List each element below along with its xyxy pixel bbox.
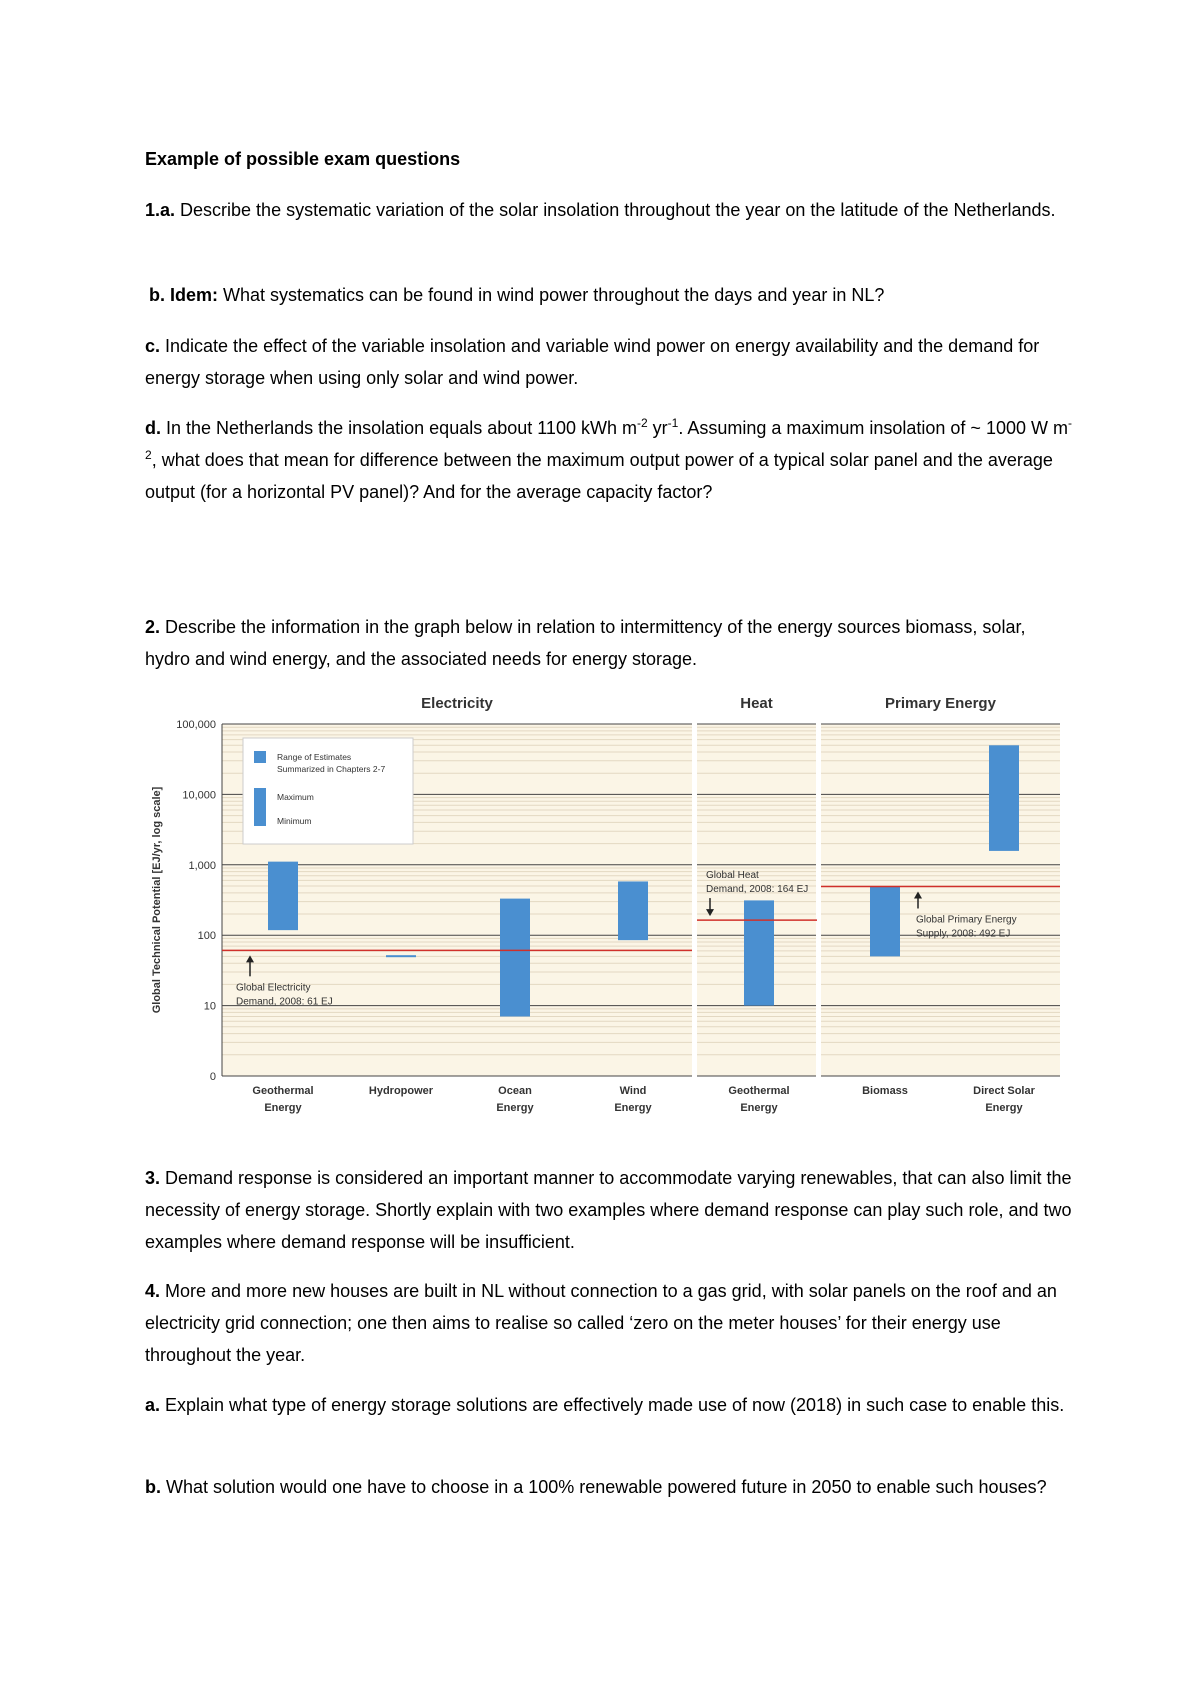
question-4a-text: Explain what type of energy storage solutions are effectively made use of now (2018) in such case to enable this. — [160, 1395, 1065, 1415]
document-title: Example of possible exam questions — [145, 149, 461, 169]
question-4a — [145, 1389, 1075, 1421]
demand-label: Global Primary Energy — [916, 914, 1017, 926]
question-1d-sup3: -2 — [145, 416, 1072, 462]
question-1c-text: Indicate the effect of the variable insolation and variable wind power on energy availability and the demand for energy storage when using only solar and wind power. — [145, 336, 1040, 388]
legend-maximum-label: Maximum — [277, 792, 314, 802]
category-label: Energy — [264, 1102, 302, 1114]
category-label: Biomass — [862, 1085, 908, 1097]
demand-label: Demand, 2008: 61 EJ — [236, 996, 333, 1008]
range-bar — [618, 881, 648, 940]
panel-background — [697, 724, 816, 1076]
panel-title: Heat — [740, 695, 773, 712]
technical-potential-chart — [140, 680, 1070, 1120]
question-1a — [145, 194, 1075, 226]
question-1b-text: What systematics can be found in wind power throughout the days and year in NL? — [218, 285, 885, 305]
question-4 — [145, 1275, 1075, 1371]
y-tick-label: 10,000 — [182, 789, 216, 802]
category-label: Energy — [740, 1102, 778, 1114]
question-1d-part4: , what does that mean for difference between the maximum output power of a typical solar panel and the average output (for a horizontal PV panel)? And for the average capacity factor? — [145, 450, 1053, 502]
demand-label: Global Electricity — [236, 982, 311, 994]
y-tick-label: 100 — [197, 930, 216, 943]
range-bar — [870, 886, 900, 956]
question-4b-text: What solution would one have to choose in a 100% renewable powered future in 2050 to enable such houses? — [161, 1477, 1047, 1497]
category-label: Energy — [496, 1102, 534, 1114]
question-1d-part1: In the Netherlands the insolation equals about 1100 kWh m — [161, 418, 637, 438]
question-4-label: 4. — [145, 1281, 161, 1301]
y-axis-label: Global Technical Potential [EJ/yr, log scale] — [151, 786, 163, 1014]
question-3-label: 3. — [145, 1168, 161, 1188]
question-1d-part2: yr — [647, 418, 668, 438]
question-1d-label: d. — [145, 418, 161, 438]
category-label: Direct Solar — [973, 1085, 1035, 1097]
question-1b-label: b. Idem: — [149, 285, 219, 305]
question-3-text: Demand response is considered an important manner to accommodate varying renewables, that can also limit the necessity of energy storage. Shortly explain with two examples where demand response can play such role, and two examples where demand response will be insufficient. — [145, 1168, 1072, 1252]
range-bar — [386, 955, 416, 957]
range-bar — [744, 900, 774, 1005]
legend-minimum-label: Minimum — [277, 816, 312, 826]
question-4-text: More and more new houses are built in NL without connection to a gas grid, with solar panels on the roof and an electricity grid connection; one then aims to realise so called ‘zero on the meter houses’ for their energy use throughout the year. — [145, 1281, 1057, 1365]
category-label: Ocean — [498, 1085, 532, 1097]
question-4b — [145, 1471, 1075, 1503]
y-tick-label: 10 — [203, 1000, 216, 1013]
question-1a-text: Describe the systematic variation of the solar insolation throughout the year on the latitude of the Netherlands. — [175, 200, 1056, 220]
question-4b-label: b. — [145, 1477, 161, 1497]
panel-title: Primary Energy — [885, 695, 996, 712]
category-label: Wind — [619, 1085, 647, 1097]
question-2-label: 2. — [145, 617, 161, 637]
demand-label: Demand, 2008: 164 EJ — [706, 884, 809, 896]
category-label: Geothermal — [252, 1085, 314, 1097]
range-bar — [500, 899, 530, 1017]
category-label: Geothermal — [728, 1085, 790, 1097]
y-tick-label: 100,000 — [176, 719, 216, 731]
category-label: Energy — [614, 1102, 652, 1114]
legend-swatch-minmax — [254, 788, 266, 826]
question-2-text: Describe the information in the graph below in relation to intermittency of the energy sources biomass, solar, hydro and wind energy, and the associated needs for energy storage. — [145, 617, 1026, 669]
question-4a-label: a. — [145, 1395, 161, 1415]
question-1c — [145, 330, 1075, 394]
legend-range-label: Summarized in Chapters 2-7 — [277, 764, 386, 774]
y-tick-label: 1,000 — [188, 859, 216, 872]
demand-label: Global Heat — [706, 870, 759, 882]
legend-range-label: Range of Estimates — [277, 752, 352, 762]
question-1b — [149, 279, 1079, 311]
category-label: Energy — [985, 1102, 1023, 1114]
question-1a-label: 1.a. — [145, 200, 176, 220]
range-bar — [989, 745, 1019, 851]
question-1d — [145, 412, 1075, 508]
question-2 — [145, 611, 1075, 675]
panel-title: Electricity — [421, 695, 493, 712]
question-1d-sup1: -2 — [636, 416, 648, 430]
range-bar — [268, 862, 298, 931]
y-tick-label: 0 — [209, 1071, 216, 1083]
demand-label: Supply, 2008: 492 EJ — [916, 928, 1011, 940]
question-3 — [145, 1162, 1075, 1258]
legend-swatch-range — [254, 751, 266, 763]
category-label: Hydropower — [368, 1085, 434, 1097]
question-1c-label: c. — [145, 336, 161, 356]
panel-background — [821, 724, 1060, 1076]
question-1d-part3: . Assuming a maximum insolation of ~ 1000 W m — [678, 418, 1068, 438]
question-1d-sup2: -1 — [667, 416, 679, 430]
